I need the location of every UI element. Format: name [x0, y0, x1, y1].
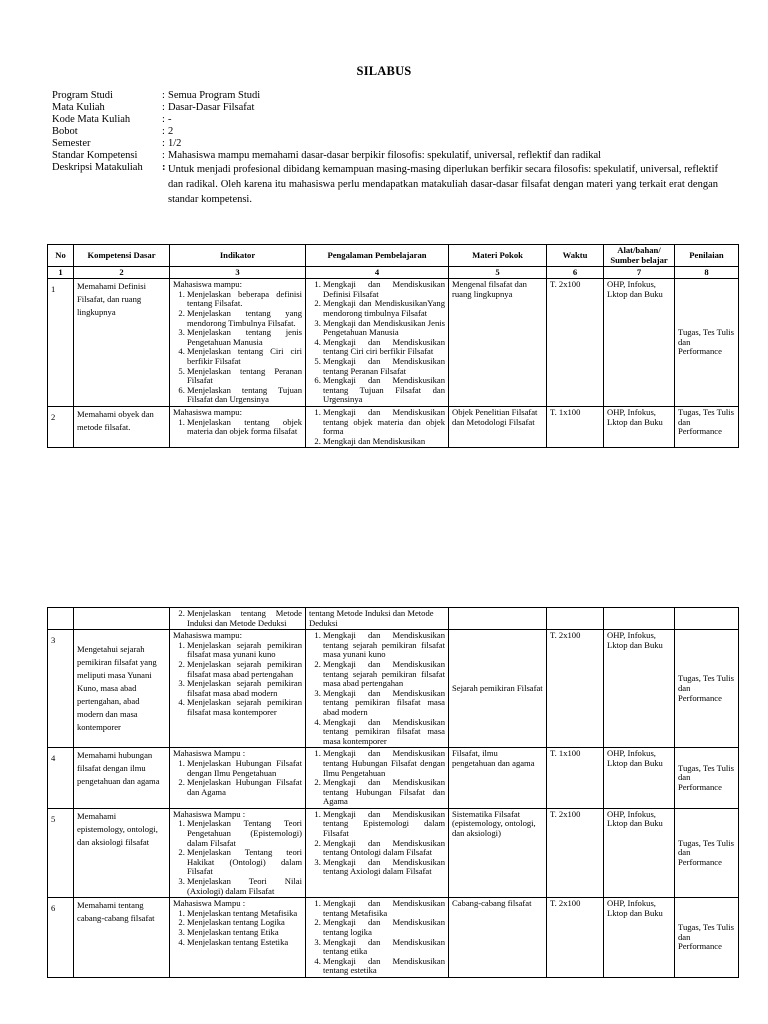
list-item: 2. Mengkaji dan Mendiskusikan tentang sejarah pemikiran filsafat masa abad pertengahan — [323, 660, 445, 689]
header-kompetensi: Kompetensi Dasar — [74, 245, 170, 267]
info-row-bobot — [52, 126, 718, 138]
list-item: 1. Mengkaji dan Mendiskusikan tentang sejarah pemikiran filsafat masa yunani kuno — [323, 631, 445, 660]
col-number: 6 — [547, 267, 604, 279]
pengalaman-cell — [306, 279, 449, 407]
alat-cell: OHP, Infokus, Lktop dan Buku — [604, 808, 675, 897]
indikator-list — [173, 641, 302, 718]
materi-cell: Sistematika Filsafat (epistemology, ontologi, dan aksiologi) — [449, 808, 547, 897]
penilaian-cell: Tugas, Tes Tulis dan Performance — [675, 748, 739, 809]
list-item: 5. Menjelaskan tentang Peranan Filsafat — [187, 367, 302, 386]
list-item: 1. Menjelaskan sejarah pemikiran filsafat masa yunani kuno — [187, 641, 302, 660]
kompetensi-cell: Memahami Definisi Filsafat, dan ruang lingkupnya — [74, 279, 170, 407]
table-row — [48, 279, 739, 407]
list-item: 1. Menjelaskan Tentang Teori Pengetahuan (Epistemologi) dalam Filsafat — [187, 819, 302, 848]
info-row-program-studi — [52, 90, 718, 102]
pengalaman-list — [309, 631, 445, 746]
row-number — [48, 608, 74, 630]
waktu-cell — [547, 608, 604, 630]
list-item: 3. Mengkaji dan Mendiskusikan tentang etika — [323, 938, 445, 957]
syllabus-table — [47, 244, 739, 448]
row-number: 3 — [48, 630, 74, 748]
list-item: 4. Menjelaskan tentang Estetika — [187, 938, 302, 948]
indikator-intro: Mahasiswa Mampu : — [173, 748, 246, 759]
row-number: 4 — [48, 748, 74, 809]
info-colon: : — [162, 150, 165, 161]
indikator-cell — [170, 279, 306, 407]
penilaian-cell: Tugas, Tes Tulis dan Performance — [675, 898, 739, 978]
alat-cell: OHP, Infokus, Lktop dan Buku — [604, 898, 675, 978]
materi-cell: Mengenal filsafat dan ruang lingkupnya — [449, 279, 547, 407]
page-gap — [0, 532, 768, 602]
info-label: Bobot — [52, 126, 78, 137]
list-item: 1. Mengkaji dan Mendiskusikan tentang objek materia dan objek forma — [323, 408, 445, 437]
col-number: 1 — [48, 267, 74, 279]
header-materi: Materi Pokok — [449, 245, 547, 267]
indikator-intro: Mahasiswa mampu: — [173, 406, 242, 417]
pengalaman-cell: tentang Metode Induksi dan Metode Deduksi — [306, 608, 449, 630]
list-item: 2. Mengkaji dan Mendiskusikan tentang logika — [323, 918, 445, 937]
waktu-cell: T. 2x100 — [547, 898, 604, 978]
list-item: 2. Menjelaskan tentang yang mendorong Timbulnya Filsafat. — [187, 309, 302, 328]
list-item: 3. Menjelaskan tentang Etika — [187, 928, 302, 938]
list-item: 6. Menjelaskan tentang Tujuan Filsafat dan Urgensinya — [187, 386, 302, 405]
row-number: 6 — [48, 898, 74, 978]
header-indikator: Indikator — [170, 245, 306, 267]
indikator-cell — [170, 748, 306, 809]
header-penilaian: Penilaian — [675, 245, 739, 267]
pengalaman-list — [309, 810, 445, 877]
kompetensi-cell: Memahami epistemology, ontologi, dan aksiologi filsafat — [74, 808, 170, 897]
info-row-semester — [52, 138, 718, 150]
penilaian-cell: Tugas, Tes Tulis dan Performance — [675, 630, 739, 748]
list-item: 2. Menjelaskan Tentang teori Hakikat (Ontologi) dalam Filsafat — [187, 848, 302, 877]
col-number: 7 — [604, 267, 675, 279]
indikator-cell — [170, 630, 306, 748]
info-colon: : — [162, 162, 166, 173]
col-number: 4 — [306, 267, 449, 279]
list-item: 3. Menjelaskan sejarah pemikiran filsafat masa abad modern — [187, 679, 302, 698]
penilaian-cell — [675, 608, 739, 630]
info-value: 1/2 — [168, 138, 182, 149]
list-item: 2. Mengkaji dan MendiskusikanYang mendorong timbulnya Filsafat — [323, 299, 445, 318]
list-item: 5. Mengkaji dan Mendiskusikan tentang Peranan Filsafat — [323, 357, 445, 376]
list-item: 4. Menjelaskan tentang Ciri ciri berfikir Filsafat — [187, 347, 302, 366]
info-colon: : — [162, 126, 165, 137]
list-item: 1. Mengkaji dan Mendiskusikan tentang Metafisika — [323, 899, 445, 918]
table-row — [48, 748, 739, 809]
column-number-row — [48, 267, 739, 279]
info-row-mata-kuliah — [52, 102, 718, 114]
kompetensi-cell: Memahami tentang cabang-cabang filsafat — [74, 898, 170, 978]
pengalaman-cell — [306, 898, 449, 978]
col-number: 5 — [449, 267, 547, 279]
info-value: Untuk menjadi profesional dibidang kemampuan masing-masing diperlukan berfikir secara filosofis: spekulatif, universal, reflektif dan radikal. Oleh karena itu mahasiswa perlu mendapatkan matakuliah dasar-dasar filsafat dengan materi yang terkait erat dengan standar kompetensi. — [168, 164, 718, 205]
list-item: 3. Mengkaji dan Mendiskusikan tentang Axiologi dalam Filsafat — [323, 858, 445, 877]
info-value: Semua Program Studi — [168, 90, 261, 101]
info-value: Mahasiswa mampu memahami dasar-dasar berpikir filosofis: spekulatif, universal, reflektif dan radikal — [168, 150, 602, 161]
waktu-cell: T. 1x100 — [547, 406, 604, 447]
info-colon: : — [162, 102, 165, 113]
list-item: 4. Mengkaji dan Mendiskusikan tentang pemikiran filsafat masa masa kontemporer — [323, 718, 445, 747]
penilaian-cell: Tugas, Tes Tulis dan Performance — [675, 808, 739, 897]
materi-cell: Filsafat, ilmu pengetahuan dan agama — [449, 748, 547, 809]
header-pengalaman: Pengalaman Pembelajaran — [306, 245, 449, 267]
list-item: 2. Menjelaskan tentang Metode Induksi dan Metode Deduksi — [187, 609, 302, 628]
list-item: 2. Mengkaji dan Mendiskusikan tentang Hubungan Filsafat dan Agama — [323, 778, 445, 807]
info-value: Dasar-Dasar Filsafat — [168, 102, 255, 113]
kompetensi-cell — [74, 608, 170, 630]
materi-cell: Objek Penelitian Filsafat dan Metodologi Filsafat — [449, 406, 547, 447]
info-label: Mata Kuliah — [52, 102, 105, 113]
row-number: 1 — [48, 279, 74, 407]
info-label: Standar Kompetensi — [52, 150, 138, 161]
row-number: 5 — [48, 808, 74, 897]
indikator-list — [173, 290, 302, 405]
indikator-cell — [170, 406, 306, 447]
indikator-intro: Mahasiswa mampu: — [173, 630, 242, 641]
table-row-continuation — [48, 608, 739, 630]
materi-cell: Sejarah pemikiran Filsafat — [449, 630, 547, 748]
waktu-cell: T. 2x100 — [547, 630, 604, 748]
row-number: 2 — [48, 406, 74, 447]
penilaian-cell: Tugas, Tes Tulis dan Performance — [675, 279, 739, 407]
list-item: 3. Menjelaskan Teori Nilai (Axiologi) dalam Filsafat — [187, 877, 302, 896]
list-item: 1. Menjelaskan tentang Metafisika — [187, 909, 302, 919]
list-item: 2. Menjelaskan tentang Logika — [187, 918, 302, 928]
info-value: 2 — [168, 126, 174, 137]
table-row — [48, 630, 739, 748]
info-row-standar-kompetensi — [52, 150, 718, 162]
list-item: 6. Mengkaji dan Mendiskusikan tentang Tujuan Filsafat dan Urgensinya — [323, 376, 445, 405]
header-waktu: Waktu — [547, 245, 604, 267]
indikator-list — [173, 759, 302, 797]
table-row — [48, 406, 739, 447]
col-number: 8 — [675, 267, 739, 279]
info-colon: : — [162, 138, 165, 149]
indikator-list — [173, 909, 302, 947]
info-label: Kode Mata Kuliah — [52, 114, 131, 125]
indikator-intro: Mahasiswa Mampu : — [173, 808, 246, 819]
pengalaman-cell — [306, 406, 449, 447]
kompetensi-cell: Mengetahui sejarah pemikiran filsafat yang meliputi masa Yunani Kuno, masa abad pertengahan, abad modern dan masa kontemporer — [74, 630, 170, 748]
info-colon: : — [162, 90, 165, 101]
table-header-row — [48, 245, 739, 267]
list-item: 2. Menjelaskan Hubungan Filsafat dan Agama — [187, 778, 302, 797]
info-label: Deskripsi Matakuliah — [52, 162, 143, 173]
list-item: 1. Mengkaji dan Mendiskusikan Definisi Filsafat — [323, 280, 445, 299]
info-row-kode — [52, 114, 718, 126]
info-row-deskripsi — [52, 162, 718, 207]
list-item: 2. Menjelaskan sejarah pemikiran filsafat masa abad pertengahan — [187, 660, 302, 679]
waktu-cell: T. 1x100 — [547, 748, 604, 809]
kompetensi-cell: Memahami obyek dan metode filsafat. — [74, 406, 170, 447]
list-item: 4. Menjelaskan sejarah pemikiran filsafat masa kontemporer — [187, 698, 302, 717]
header-no: No — [48, 245, 74, 267]
indikator-cell — [170, 608, 306, 630]
course-info — [52, 90, 718, 207]
info-label: Semester — [52, 138, 91, 149]
pengalaman-list — [309, 899, 445, 976]
list-item: 4. Mengkaji dan Mendiskusikan tentang Ciri ciri berfikir Filsafat — [323, 338, 445, 357]
list-item: 1. Menjelaskan beberapa definisi tentang Filsafat. — [187, 290, 302, 309]
info-colon: : — [162, 114, 165, 125]
alat-cell: OHP, Infokus, Lktop dan Buku — [604, 748, 675, 809]
alat-cell — [604, 608, 675, 630]
pengalaman-list — [309, 280, 445, 405]
pengalaman-cell — [306, 748, 449, 809]
list-item: 1. Mengkaji dan Mendiskusikan tentang Hubungan Filsafat dengan Ilmu Pengetahuan — [323, 749, 445, 778]
list-item: 2. Mengkaji dan Mendiskusikan — [323, 437, 445, 447]
list-item: 3. Mengkaji dan Mendiskusikan Jenis Pengetahuan Manusia — [323, 319, 445, 338]
header-alat: Alat/bahan/ Sumber belajar — [604, 245, 675, 267]
syllabus-table-continued — [47, 607, 739, 978]
list-item: 2. Mengkaji dan Mendiskusikan tentang Ontologi dalam Filsafat — [323, 839, 445, 858]
indikator-list — [173, 609, 302, 628]
pengalaman-list — [309, 408, 445, 446]
materi-cell: Cabang-cabang filsafat — [449, 898, 547, 978]
indikator-list — [173, 418, 302, 437]
table-row — [48, 808, 739, 897]
list-item: 1. Menjelaskan Hubungan Filsafat dengan Ilmu Pengetahuan — [187, 759, 302, 778]
kompetensi-cell: Memahami hubungan filsafat dengan ilmu pengetahuan dan agama — [74, 748, 170, 809]
alat-cell: OHP, Infokus, Lktop dan Buku — [604, 630, 675, 748]
list-item: 4. Mengkaji dan Mendiskusikan tentang estetika — [323, 957, 445, 976]
document-title: SILABUS — [356, 64, 412, 78]
list-item: 3. Mengkaji dan Mendiskusikan tentang pemikiran filsafat masa abad modern — [323, 689, 445, 718]
table-row — [48, 898, 739, 978]
penilaian-cell: Tugas, Tes Tulis dan Performance — [675, 406, 739, 447]
pengalaman-cell — [306, 808, 449, 897]
list-item: 3. Menjelaskan tentang jenis Pengetahuan Manusia — [187, 328, 302, 347]
materi-cell — [449, 608, 547, 630]
waktu-cell: T. 2x100 — [547, 279, 604, 407]
pengalaman-cell — [306, 630, 449, 748]
col-number: 3 — [170, 267, 306, 279]
info-label: Program Studi — [52, 90, 113, 101]
pengalaman-list — [309, 749, 445, 807]
waktu-cell: T. 2x100 — [547, 808, 604, 897]
info-value: - — [168, 114, 172, 125]
alat-cell: OHP, Infokus, Lktop dan Buku — [604, 406, 675, 447]
indikator-intro: Mahasiswa Mampu : — [173, 898, 246, 909]
list-item: 1. Menjelaskan tentang objek materia dan objek forma filsafat — [187, 418, 302, 437]
alat-cell: OHP, Infokus, Lktop dan Buku — [604, 279, 675, 407]
indikator-cell — [170, 898, 306, 978]
col-number: 2 — [74, 267, 170, 279]
indikator-intro: Mahasiswa mampu: — [173, 279, 242, 290]
indikator-list — [173, 819, 302, 896]
list-item: 1. Mengkaji dan Mendiskusikan tentang Epistemologi dalam Filsafat — [323, 810, 445, 839]
indikator-cell — [170, 808, 306, 897]
